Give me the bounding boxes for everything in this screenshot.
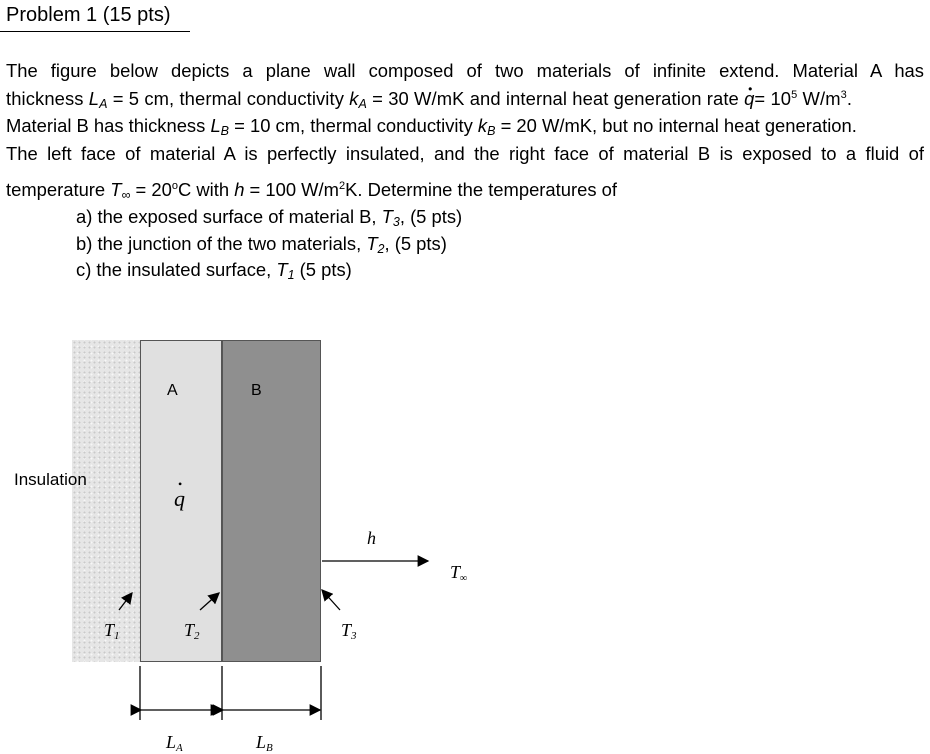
- t1-pointer: [119, 593, 132, 610]
- fluid-temperature-label: T∞: [450, 562, 468, 584]
- symbol-tinf: T: [110, 179, 122, 200]
- problem-title: Problem 1 (15 pts): [6, 4, 171, 26]
- title-underline: [0, 31, 190, 32]
- t2-pointer: [200, 593, 219, 610]
- symbol-h: h: [234, 179, 245, 200]
- symbol-qdot: • q: [744, 85, 754, 113]
- material-a-label: A: [167, 382, 178, 399]
- la-dimension-label: LA: [166, 732, 183, 754]
- symbol-ka: k: [349, 87, 359, 109]
- convection-h-label: h: [367, 528, 376, 548]
- heat-generation-label: • q: [174, 486, 185, 512]
- statement-line-5: temperature $T\infty = 20^oC$ with h = 100 $W/m^2K$. Determine the temperatures of: [6, 179, 617, 202]
- problem-statement: [6, 57, 924, 204]
- diagram-arrows: [0, 320, 520, 754]
- question-list: [76, 204, 462, 284]
- t3-pointer: [322, 590, 340, 610]
- statement-line-4: The left face of material A is perfectly insulated, and the right face of material B is exposed to a fluid of: [6, 142, 924, 164]
- question-item: a) the exposed surface of material B, T3, (5 pts): [76, 206, 463, 229]
- insulation-label: Insulation: [14, 470, 87, 489]
- wall-diagram: [0, 320, 520, 754]
- t3-label: T3: [341, 620, 357, 642]
- question-item: c) the insulated surface, T1 (5 pts): [76, 259, 352, 282]
- statement-line-2: thickness LA = 5 cm, thermal conductivity kA = 30 W/mK and internal heat generation rate • $q= 10^5$ $W/m^3$.: [6, 85, 924, 113]
- lb-dimension-label: LB: [256, 732, 273, 754]
- material-b-label: B: [251, 382, 262, 399]
- statement-line-3: Material B has thickness LB = 10 cm, thermal conductivity kB = 20 W/mK, but no internal heat generation.: [6, 115, 857, 138]
- t1-label: T1: [104, 620, 120, 642]
- symbol-la: L: [88, 87, 100, 109]
- symbol-kb: k: [477, 115, 488, 136]
- t2-label: T2: [184, 620, 200, 642]
- symbol-lb: L: [210, 115, 221, 136]
- question-item: b) the junction of the two materials, T2, (5 pts): [76, 232, 447, 256]
- statement-line-1: The figure below depicts a plane wall composed of two materials of infinite extend. Material A has: [6, 60, 924, 81]
